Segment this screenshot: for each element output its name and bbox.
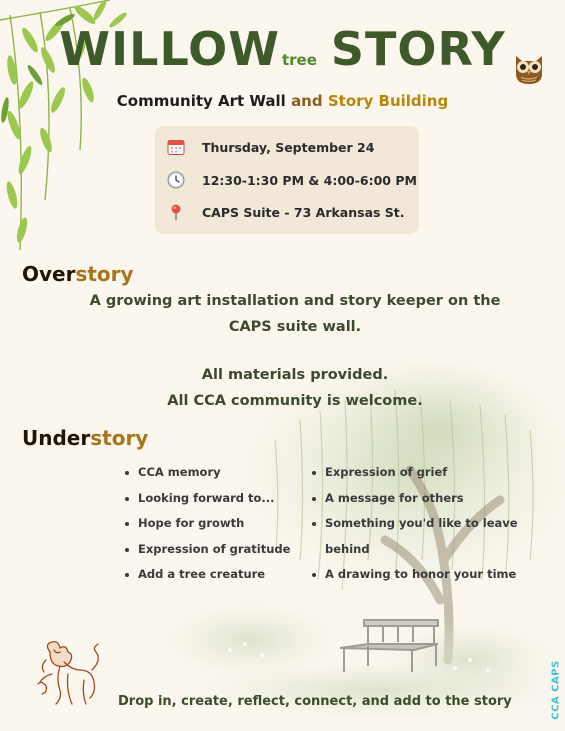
owl-icon xyxy=(512,50,546,86)
list-item-continuation: behind xyxy=(325,541,370,556)
event-title xyxy=(0,22,565,76)
location-row xyxy=(167,201,405,223)
list-item: Something you'd like to leave xyxy=(310,511,518,537)
overstory-welcome xyxy=(60,362,530,414)
understory-heading-under: Under xyxy=(22,426,91,450)
list-item: Expression of gratitude xyxy=(123,537,290,563)
cca-caps-tag: CCA CAPS xyxy=(550,660,562,720)
list-item: Hope for growth xyxy=(123,511,290,537)
lion-mascot-icon xyxy=(36,640,106,708)
event-location: CAPS Suite - 73 Arkansas St. xyxy=(202,204,405,220)
overstory-heading-story: story xyxy=(75,262,134,286)
subtitle-part-1: Community Art Wall xyxy=(116,92,286,110)
location-pin-icon xyxy=(167,203,185,221)
subtitle-part-3: Story Building xyxy=(327,92,449,110)
event-date: Thursday, September 24 xyxy=(202,139,375,155)
title-word-willow: WILLOW xyxy=(59,22,280,76)
list-item: Add a tree creature xyxy=(123,562,290,588)
understory-heading xyxy=(22,426,148,450)
overstory-line-1: A growing art installation and story keeper on the xyxy=(89,293,501,309)
list-item: A drawing to honor your time xyxy=(310,562,518,588)
subtitle-part-2: and xyxy=(291,92,323,110)
overstory-description xyxy=(60,288,530,340)
understory-list-left xyxy=(123,460,290,588)
title-word-tree: tree xyxy=(281,51,317,69)
title-word-story: STORY xyxy=(330,22,506,76)
date-row xyxy=(167,136,374,158)
list-item: Looking forward to... xyxy=(123,486,290,512)
event-details-box xyxy=(155,126,419,234)
overstory-heading xyxy=(22,262,134,286)
overstory-heading-over: Over xyxy=(22,262,76,286)
overstory-line-4: All CCA community is welcome. xyxy=(167,393,423,409)
list-item: Expression of grief xyxy=(310,460,518,486)
understory-list-right xyxy=(310,460,518,588)
overstory-line-2: CAPS suite wall. xyxy=(228,319,362,335)
understory-heading-story: story xyxy=(90,426,149,450)
footer-tagline: Drop in, create, reflect, connect, and add to the story xyxy=(118,694,512,709)
clock-icon xyxy=(167,171,185,189)
overstory-line-3: All materials provided. xyxy=(201,367,389,383)
park-bench-illustration xyxy=(338,618,442,674)
calendar-icon xyxy=(167,138,185,156)
event-subtitle xyxy=(0,92,565,110)
event-time: 12:30-1:30 PM & 4:00-6:00 PM xyxy=(202,172,417,188)
time-row xyxy=(167,169,417,191)
list-item: A message for others xyxy=(310,486,518,512)
list-item: CCA memory xyxy=(123,460,290,486)
